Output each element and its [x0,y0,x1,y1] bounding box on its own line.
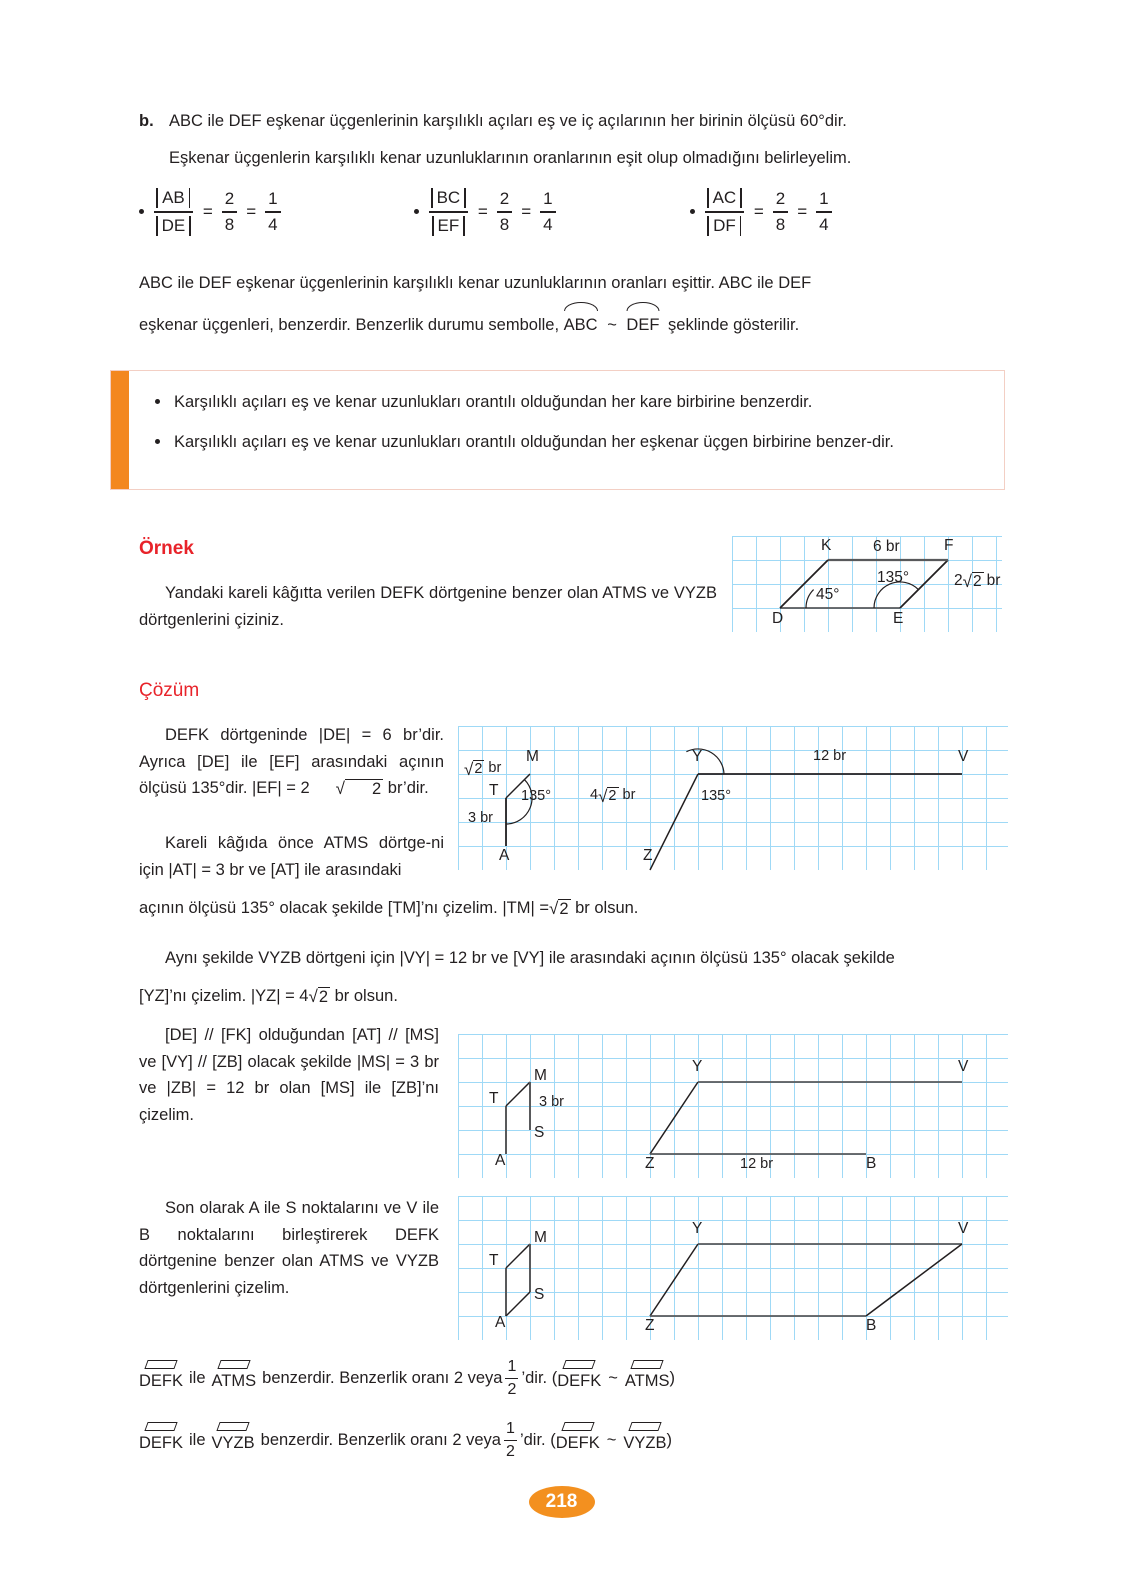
concl1-q1: DEFK [139,1371,184,1390]
eq2-fraction-2 [816,189,831,234]
eq1-den-seg: EF [437,216,460,236]
section-b-line2: Eşkenar üçgenlerin karşılıklı kenar uzunluklarının oranlarının eşit olup olmadığını belirleyelim. [169,148,852,167]
concl2-c1: DEFK [555,1433,600,1452]
diagram1-angle-e: 135° [877,569,910,586]
diagram3-len-zb: 12 br [740,1156,774,1172]
concl1-q2: ATMS [211,1371,257,1390]
diagram3-vertex-Z: Z [645,1155,655,1172]
bullet-dot [690,209,695,214]
conclusion-line-2 [139,1420,1005,1461]
concl1-c1: DEFK [557,1371,602,1390]
diagram2-len-yv: 12 br [813,748,847,764]
callout-accent-bar [111,371,129,489]
diagram1-side-right-num: 2 [954,572,963,589]
eq2-f1-den: 8 [775,214,786,234]
diagram2-angle-right: 135° [701,788,731,804]
diagram1-angle-d: 45° [816,586,840,603]
diagram4-vertex-Z: Z [645,1317,655,1334]
diagram-construction-step1 [458,726,1008,870]
diagram1-vertex-E: E [893,610,904,627]
ratio-equation-bc-ef [414,185,558,239]
abs-fraction [705,185,744,239]
diagram2-len-yz-sqrt: 2 [608,788,617,804]
eq0-den-seg: DE [161,216,186,236]
diagram4-vertex-S: S [534,1286,545,1303]
bullet-dot [155,439,160,444]
diagram2-len-yz-unit: br [622,787,636,803]
diagram2-len-yz-num: 4 [590,787,599,803]
triangle-def-text: DEF [626,315,660,334]
diagram3-vertex-Y: Y [692,1058,703,1075]
diagram1-vertex-F: F [944,537,954,554]
diagram4-vertex-B: B [866,1317,877,1334]
diagram4-svg [458,1196,1008,1340]
diagram4-vertex-Y: Y [692,1220,703,1237]
eq1-equals-2: = [521,201,532,221]
cozum-paragraph-2b [139,895,1005,922]
triangle-def-symbol [626,309,659,339]
bullet-dot [139,209,144,214]
pgram-vyzb-symbol-2 [623,1428,666,1453]
concl2-suffix: ’dir. ( [519,1430,556,1449]
eq2-f1-num: 2 [775,189,786,209]
page-number-badge: 218 [529,1486,595,1518]
eq0-equals-1: = [202,201,213,221]
eq2-f2-den: 4 [819,214,829,234]
cozum-p3-sqrt: 2 [318,987,329,1006]
cozum-heading: Çözüm [139,680,200,701]
sqrt-expression: √ 2 [548,899,569,918]
concl1-fraction [505,1358,518,1399]
cozum-p1-b: br’dir. [387,779,429,798]
sqrt-expression: √ 2 br [464,760,502,779]
ratio-equation-ab-de [139,185,283,239]
callout-bullet-2-text: Karşılıklı açıları eş ve kenar uzunlukları orantılı olduğundan her eşkenar üçgen birbirine benzer-dir. [174,433,894,452]
concl2-mid1: ile [189,1430,206,1449]
eq1-f1-num: 2 [499,189,510,209]
section-b-line1: ABC ile DEF eşkenar üçgenlerinin karşılıklı açıları eş ve iç açılarının her birinin ölçüsü 60°dir. [169,112,847,130]
similarity-line2a: eşkenar üçgenleri, benzerdir. Benzerlik durumu sembolle, [139,315,560,334]
sqrt-expression: 2 √ 2 br [954,572,1001,591]
eq1-f2-den: 4 [543,214,553,234]
similarity-line1: ABC ile DEF eşkenar üçgenlerinin karşılıklı kenar uzunluklarının oranları eşittir. ABC ile DEF [139,274,812,292]
concl1-c2: ATMS [624,1371,670,1390]
diagram-construction-step2 [458,1034,1008,1178]
concl1-mid1: ile [189,1368,206,1387]
eq2-fraction-1 [773,189,788,234]
diagram3-vertex-V: V [958,1058,969,1075]
concl2-close: ) [666,1430,672,1449]
diagram1-side-top-label: 6 br [873,538,900,555]
pgram-vyzb-symbol-1 [212,1428,255,1453]
concl2-fraction [504,1420,517,1461]
ornek-heading: Örnek [139,538,194,559]
eq1-fraction-2 [540,189,555,234]
callout-bullet-1 [155,389,978,415]
eq0-f2-den: 4 [268,214,278,234]
concl2-c2: VYZB [623,1433,667,1452]
cozum-p3-c: br olsun. [334,986,398,1005]
ratio-equations [139,183,1005,245]
pgram-atms-symbol-2 [625,1366,670,1391]
diagram2-len-tm-unit: br [488,760,502,776]
concl2-frac-den: 2 [506,1443,515,1461]
diagram1-side-right-unit: br [986,572,1001,589]
pgram-defk-symbol-2 [557,1366,601,1391]
diagram2-vertex-Z: Z [643,847,653,864]
eq2-equals-1: = [753,201,764,221]
concl2-tilde: ~ [606,1430,617,1449]
eq1-f2-num: 1 [543,189,553,209]
diagram3-vertex-A: A [495,1152,506,1169]
diagram2-vertex-A: A [499,847,510,864]
eq0-equals-2: = [246,201,257,221]
concl1-suffix: ’dir. ( [521,1368,558,1387]
eq0-fraction-1 [222,189,237,234]
concl1-text: benzerdir. Benzerlik oranı 2 veya [262,1368,503,1387]
cozum-p2-b: açının ölçüsü 135° olacak şekilde [TM]’nı çizelim. |TM| = [139,899,549,917]
concl1-tilde: ~ [608,1368,618,1387]
abs-fraction [154,185,193,239]
diagram4-vertex-V: V [958,1220,969,1237]
sqrt-expression: 4 √ 2 br [590,787,636,806]
pgram-defk-symbol-1 [139,1366,183,1391]
cozum-paragraph-2a: Kareli kâğıda önce ATMS dörtge-ni için |AT| = 3 br ve [AT] ile arasındaki [139,834,444,879]
callout-bullet-2 [155,429,978,455]
cozum-p3-b: [YZ]’nı çizelim. |YZ| = 4 [139,986,309,1005]
similarity-conclusion-paragraph [139,270,1005,338]
eq0-f1-num: 2 [224,189,235,209]
diagram2-len-at: 3 br [468,810,493,826]
conclusion-line-1 [139,1358,1005,1399]
diagram3-vertex-B: B [866,1155,877,1172]
diagram2-vertex-M: M [526,748,539,765]
pgram-defk-symbol-3 [139,1428,183,1453]
eq0-f2-num: 1 [268,189,278,209]
sqrt-expression: √ 2 [335,779,382,799]
diagram2-len-tm-sqrt: 2 [474,761,483,777]
diagram2-len-yz [590,787,635,805]
cozum-p1-a: DEFK dörtgeninde |DE| = 6 br’dir. Ayrıca [DE] ile [EF] arasındaki açının ölçüsü 135°dir. |EF| = 2 [139,726,444,798]
pgram-defk-symbol-4 [556,1428,600,1453]
eq0-fraction-2 [265,189,280,234]
diagram2-len-tm [464,760,501,778]
diagram3-vertex-S: S [534,1124,545,1141]
diagram2-vertex-Y: Y [692,748,703,765]
triangle-abc-symbol [564,309,598,339]
diagram3-len-ms: 3 br [539,1094,564,1110]
eq2-num-seg: AC [712,187,737,207]
bullet-dot [155,399,160,404]
concl2-text: benzerdir. Benzerlik oranı 2 veya [260,1430,501,1449]
diagram1-vertex-K: K [821,537,832,554]
diagram1-vertex-D: D [772,610,784,627]
concl2-q2: VYZB [211,1433,255,1452]
ornek-paragraph: Yandaki kareli kâğıtta verilen DEFK dörtgenine benzer olan ATMS ve VYZB dörtgenlerini çiziniz. [139,584,717,629]
cozum-paragraph-1 [139,722,444,802]
section-b [139,108,1005,171]
diagram4-vertex-T: T [489,1252,499,1269]
triangle-abc-text: ABC [563,315,598,334]
ratio-equation-ac-df [690,185,834,239]
eq1-f1-den: 8 [499,214,510,234]
cozum-p1-sqrt: 2 [345,779,383,799]
diagram-final-quadrilaterals [458,1196,1008,1340]
diagram2-angle-left: 135° [521,788,551,804]
eq1-fraction-1 [497,189,512,234]
eq1-equals-1: = [477,201,488,221]
diagram3-vertex-M: M [534,1067,547,1084]
sqrt-expression: √ 2 [308,986,329,1006]
eq0-num-seg: AB [162,187,185,207]
concl1-frac-den: 2 [507,1381,517,1399]
pgram-atms-symbol-1 [212,1366,257,1391]
diagram1-side-right-sqrt: 2 [972,573,982,590]
eq2-f2-num: 1 [819,189,829,209]
concl2-q1: DEFK [139,1433,184,1452]
cozum-p3-a: Aynı şekilde VYZB dörtgeni için |VY| = 12 br ve [VY] ile arasındaki açının ölçüsü 135° olacak şekilde [165,949,895,967]
diagram4-vertex-A: A [495,1314,506,1331]
concl1-close: ) [669,1368,676,1387]
cozum-p2-sqrt: 2 [559,900,569,918]
abs-fraction [429,185,468,239]
eq2-equals-2: = [797,201,808,221]
diagram3-vertex-T: T [489,1090,499,1107]
diagram-defk [732,536,1002,632]
diagram1-side-right-label [954,572,1000,591]
section-b-label: b. [139,112,154,130]
bullet-dot [414,209,419,214]
cozum-paragraph-3 [139,945,1005,1009]
concl2-frac-num: 1 [506,1420,515,1437]
similarity-line2b: şeklinde gösterilir. [668,315,800,334]
info-callout [110,370,1005,490]
concl1-frac-num: 1 [507,1358,517,1375]
diagram4-vertex-M: M [534,1229,547,1246]
eq2-den-seg: DF [713,216,736,236]
cozum-paragraph-4: [DE] // [FK] olduğundan [AT] // [MS] ve [VY] // [ZB] olacak şekilde |MS| = 3 br ve |ZB| = 12 br olan [MS] ile [ZB]’nı çizelim. [139,1026,439,1125]
diagram2-vertex-V: V [958,748,969,765]
eq0-f1-den: 8 [224,214,235,234]
callout-bullet-1-text: Karşılıklı açıları eş ve kenar uzunlukları orantılı olduğundan her kare birbirine benzerdir. [174,393,813,411]
tilde-symbol: ~ [607,315,617,334]
diagram2-vertex-T: T [489,782,499,799]
eq1-num-seg: BC [436,187,461,207]
cozum-paragraph-5: Son olarak A ile S noktalarını ve V ile B noktalarını birleştirerek DEFK dörtgenine benzer olan ATMS ve VYZB dörtgenlerini çizelim. [139,1199,439,1298]
cozum-p2-c: br olsun. [575,899,639,917]
